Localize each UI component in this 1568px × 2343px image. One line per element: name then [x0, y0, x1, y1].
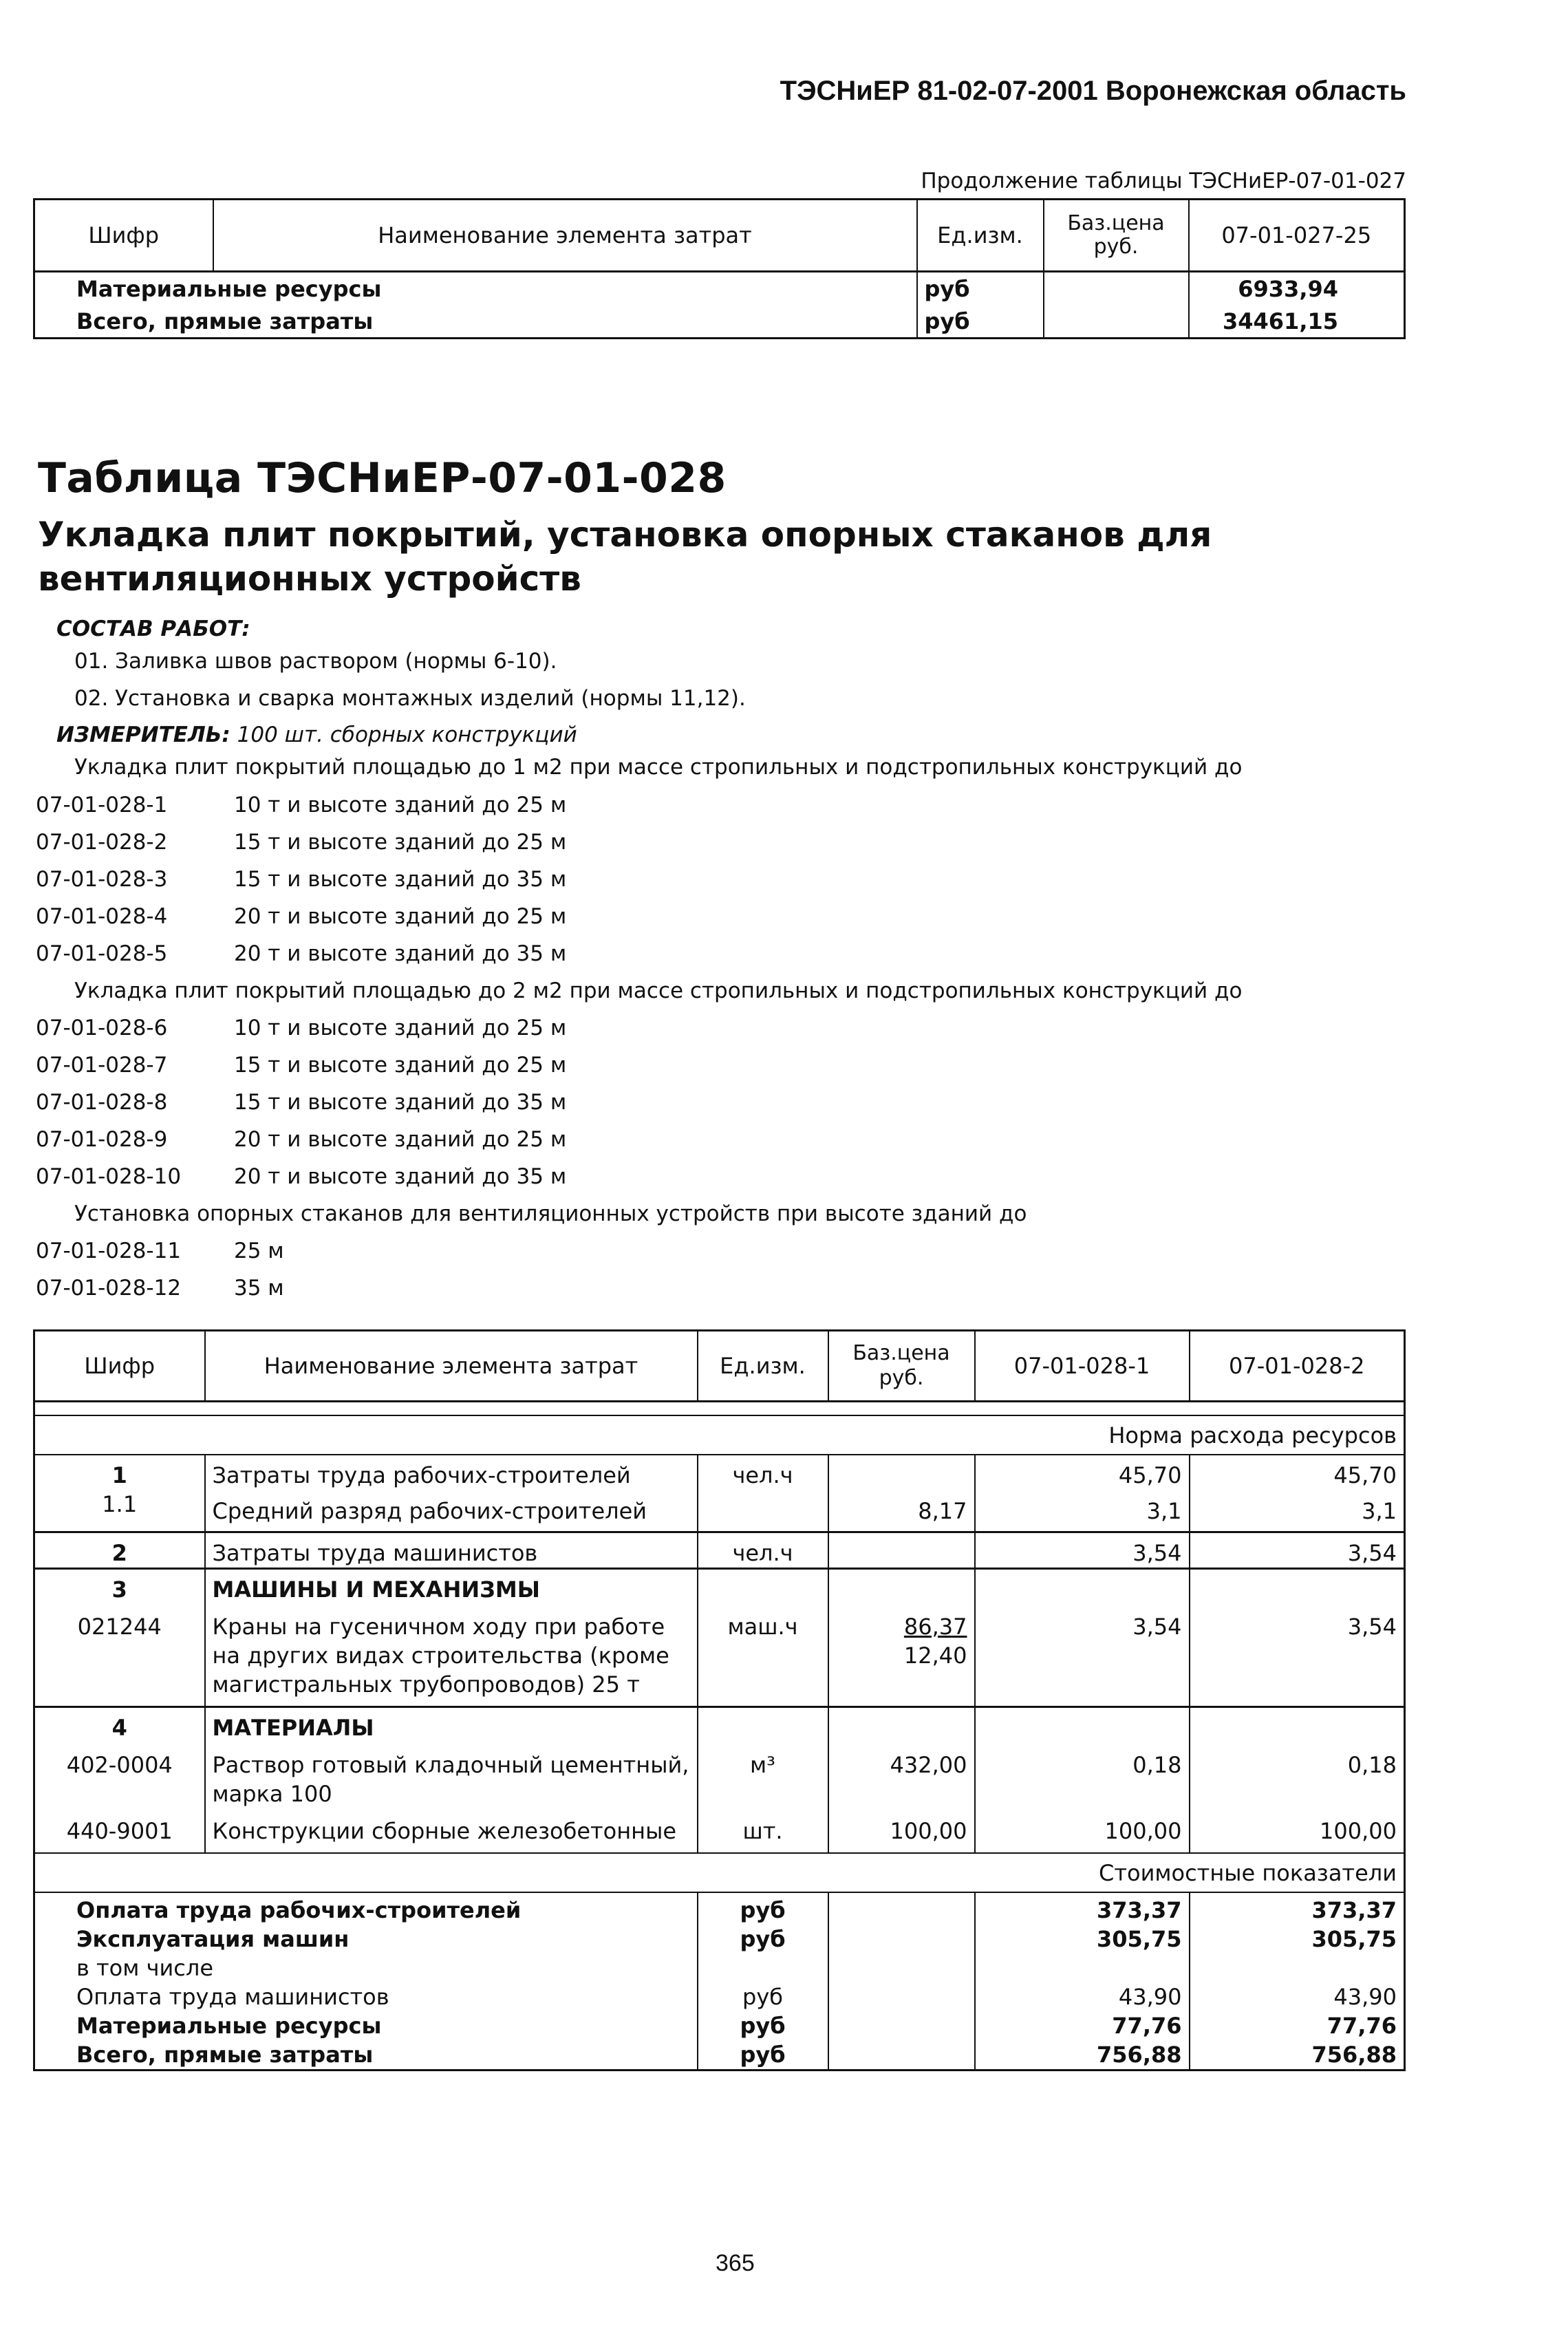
row-price [828, 1455, 975, 1490]
cost-unit: руб [698, 1892, 828, 1925]
norm-text: 25 м [234, 1239, 284, 1263]
row-code: 3 [34, 1569, 205, 1605]
row-value: 6933,94 [1189, 272, 1405, 306]
work-item: 01. Заливка швов раствором (нормы 6-10). [74, 649, 557, 674]
table-row [34, 1490, 1405, 1532]
table-row [34, 1707, 1405, 1743]
group-heading: Укладка плит покрытий площадью до 1 м2 при массе стропильных и подстропильных конструкций до [74, 755, 1243, 780]
continuation-table [33, 198, 1406, 339]
row-name: Средний разряд рабочих-строителей [205, 1490, 698, 1532]
row-unit: руб [917, 272, 1044, 306]
norm-text: 20 т и высоте зданий до 35 м [234, 1164, 567, 1189]
row-price [828, 1532, 975, 1569]
col-price-header: Баз.цена руб. [1044, 200, 1189, 272]
cost-section-label: Стоимостные показатели [34, 1853, 1405, 1892]
measure-label: ИЗМЕРИТЕЛЬ: [56, 723, 230, 747]
row-label: Всего, прямые затраты [76, 308, 374, 334]
measure-line [56, 723, 577, 747]
row-value-1: 45,70 [975, 1455, 1190, 1490]
table-row [34, 1892, 1405, 1925]
row-code: 1.1 [102, 1491, 138, 1517]
cost-value-1: 77,76 [975, 2011, 1190, 2040]
row-price: 8,17 [828, 1490, 975, 1532]
row-code: 021244 [77, 1614, 162, 1640]
row-unit: чел.ч [698, 1532, 828, 1569]
cost-value-2: 756,88 [1190, 2040, 1405, 2071]
col-price-header: Баз.цена руб. [828, 1331, 975, 1402]
norm-code: 07-01-028-11 [36, 1239, 182, 1263]
row-code: 1 [111, 1462, 127, 1488]
cost-label: в том числе [76, 1955, 213, 1981]
cost-value-1: 305,75 [975, 1925, 1190, 1954]
row-name: Затраты труда машинистов [205, 1532, 698, 1569]
col-norm1-header: 07-01-028-1 [975, 1331, 1190, 1402]
row-price-top: 86,37 [903, 1614, 967, 1640]
row-value-1: 3,54 [975, 1532, 1190, 1569]
row-name: МАТЕРИАЛЫ [205, 1707, 698, 1743]
row-name [205, 1604, 698, 1707]
norm-code: 07-01-028-2 [36, 830, 168, 855]
row-value-1: 3,1 [975, 1490, 1190, 1532]
table-row [34, 1742, 1405, 1814]
row-name-line: марка 100 [212, 1781, 332, 1807]
cost-unit: руб [698, 1925, 828, 1954]
norm-text: 15 т и высоте зданий до 25 м [234, 1053, 567, 1078]
table-row [34, 1925, 1405, 1954]
row-value-2: 45,70 [1190, 1455, 1405, 1490]
row-unit [698, 1490, 828, 1532]
col-code-header: Шифр [34, 200, 213, 272]
cost-label: Всего, прямые затраты [76, 2042, 374, 2068]
norm-code: 07-01-028-1 [36, 793, 168, 817]
row-code: 440-9001 [66, 1818, 173, 1844]
row-price [828, 1604, 975, 1707]
cost-value-1: 373,37 [975, 1892, 1190, 1925]
continuation-caption: Продолжение таблицы ТЭСНиЕР-07-01-027 [921, 169, 1406, 193]
work-item: 02. Установка и сварка монтажных изделий (нормы 11,12). [74, 686, 746, 711]
row-price: 100,00 [828, 1814, 975, 1853]
cost-value-2: 373,37 [1190, 1892, 1405, 1925]
norm-text: 20 т и высоте зданий до 35 м [234, 941, 567, 966]
row-value-2: 0,18 [1190, 1742, 1405, 1814]
table-row [34, 2040, 1405, 2071]
resource-table-header [34, 1331, 1405, 1402]
row-name [205, 1742, 698, 1814]
norm-text: 15 т и высоте зданий до 25 м [234, 830, 567, 855]
row-price: 432,00 [828, 1742, 975, 1814]
col-code-header: Шифр [34, 1331, 205, 1402]
norm-code: 07-01-028-9 [36, 1127, 168, 1152]
row-value-1: 0,18 [975, 1742, 1190, 1814]
norm-code: 07-01-028-5 [36, 941, 168, 966]
cost-label: Материальные ресурсы [76, 2013, 382, 2039]
norm-text: 20 т и высоте зданий до 25 м [234, 904, 567, 929]
cost-value-2: 43,90 [1190, 1982, 1405, 2011]
row-name: Конструкции сборные железобетонные [205, 1814, 698, 1853]
norm-text: 20 т и высоте зданий до 25 м [234, 1127, 567, 1152]
row-name-line: Краны на гусеничном ходу при работе [212, 1614, 665, 1640]
row-price [1044, 272, 1189, 306]
table-row [34, 1532, 1405, 1569]
cost-unit: руб [698, 2011, 828, 2040]
row-code: 2 [34, 1532, 205, 1569]
continuation-table-header [34, 200, 1405, 272]
group-heading: Установка опорных стаканов для вентиляционных устройств при высоте зданий до [74, 1201, 1027, 1226]
row-name: МАШИНЫ И МЕХАНИЗМЫ [205, 1569, 698, 1605]
table-row [34, 1954, 1405, 1982]
page-number: 365 [716, 2250, 755, 2276]
col-norm2-header: 07-01-028-2 [1190, 1331, 1405, 1402]
table-subtitle: Укладка плит покрытий, установка опорных стаканов для вентиляционных устройств [38, 515, 1212, 599]
norm-code: 07-01-028-4 [36, 904, 168, 929]
col-norm-header: 07-01-027-25 [1189, 200, 1405, 272]
table-row [34, 305, 1405, 339]
cost-value-2: 305,75 [1190, 1925, 1405, 1954]
row-value: 34461,15 [1189, 305, 1405, 339]
cost-label: Эксплуатация машин [76, 1926, 350, 1952]
section-header [34, 1853, 1405, 1892]
norm-code: 07-01-028-6 [36, 1016, 168, 1040]
cost-value-1: 43,90 [975, 1982, 1190, 2011]
table-row [34, 1604, 1405, 1707]
row-price-bottom: 12,40 [903, 1643, 967, 1669]
col-unit-header: Ед.изм. [917, 200, 1044, 272]
col-name-header: Наименование элемента затрат [213, 200, 917, 272]
row-label: Материальные ресурсы [76, 275, 382, 302]
row-name: Затраты труда рабочих-строителей [205, 1455, 698, 1490]
table-row [34, 1982, 1405, 2011]
cost-value-2: 77,76 [1190, 2011, 1405, 2040]
row-value-2: 3,1 [1190, 1490, 1405, 1532]
row-name-line: на других видах строительства (кроме [212, 1643, 669, 1669]
cost-label: Оплата труда рабочих-строителей [76, 1897, 522, 1923]
norm-code: 07-01-028-10 [36, 1164, 182, 1189]
table-title: Таблица ТЭСНиЕР-07-01-028 [38, 454, 727, 502]
norm-code: 07-01-028-12 [36, 1276, 182, 1301]
running-header: ТЭСНиЕР 81-02-07-2001 Воронежская область [780, 76, 1406, 106]
row-code: 4 [34, 1707, 205, 1743]
measure-value: 100 шт. сборных конструкций [237, 723, 577, 747]
group-heading: Укладка плит покрытий площадью до 2 м2 при массе стропильных и подстропильных конструкций до [74, 978, 1243, 1003]
cost-value-1: 756,88 [975, 2040, 1190, 2071]
work-label: СОСТАВ РАБОТ: [56, 617, 250, 641]
row-value-2: 3,54 [1190, 1604, 1405, 1707]
norm-text: 35 м [234, 1276, 284, 1301]
row-name-line: магистральных трубопроводов) 25 т [212, 1671, 640, 1698]
col-name-header: Наименование элемента затрат [205, 1331, 698, 1402]
table-row [34, 2011, 1405, 2040]
table-row [34, 1814, 1405, 1853]
norm-text: 15 т и высоте зданий до 35 м [234, 867, 567, 892]
row-value-2: 100,00 [1190, 1814, 1405, 1853]
row-unit: руб [917, 305, 1044, 339]
norm-text: 10 т и высоте зданий до 25 м [234, 1016, 567, 1040]
row-value-2: 3,54 [1190, 1532, 1405, 1569]
row-price [1044, 305, 1189, 339]
cost-unit: руб [698, 2040, 828, 2071]
row-value-1: 3,54 [975, 1604, 1190, 1707]
row-unit: чел.ч [698, 1455, 828, 1490]
table-row [34, 1569, 1405, 1605]
col-unit-header: Ед.изм. [698, 1331, 828, 1402]
norm-code: 07-01-028-3 [36, 867, 168, 892]
row-unit: шт. [698, 1814, 828, 1853]
section-header [34, 1415, 1405, 1455]
cost-label: Оплата труда машинистов [76, 1984, 389, 2010]
row-code: 402-0004 [66, 1752, 173, 1778]
table-row [34, 272, 1405, 306]
norm-text: 15 т и высоте зданий до 35 м [234, 1090, 567, 1115]
row-unit: маш.ч [698, 1604, 828, 1707]
norm-code: 07-01-028-7 [36, 1053, 168, 1078]
resource-table [33, 1329, 1406, 2071]
row-value-1: 100,00 [975, 1814, 1190, 1853]
norm-section-label: Норма расхода ресурсов [34, 1415, 1405, 1455]
row-name-line: Раствор готовый кладочный цементный, [212, 1752, 689, 1778]
row-unit: м³ [698, 1742, 828, 1814]
cost-unit: руб [698, 1982, 828, 2011]
table-row [34, 1455, 1405, 1490]
norm-code: 07-01-028-8 [36, 1090, 168, 1115]
norm-text: 10 т и высоте зданий до 25 м [234, 793, 567, 817]
